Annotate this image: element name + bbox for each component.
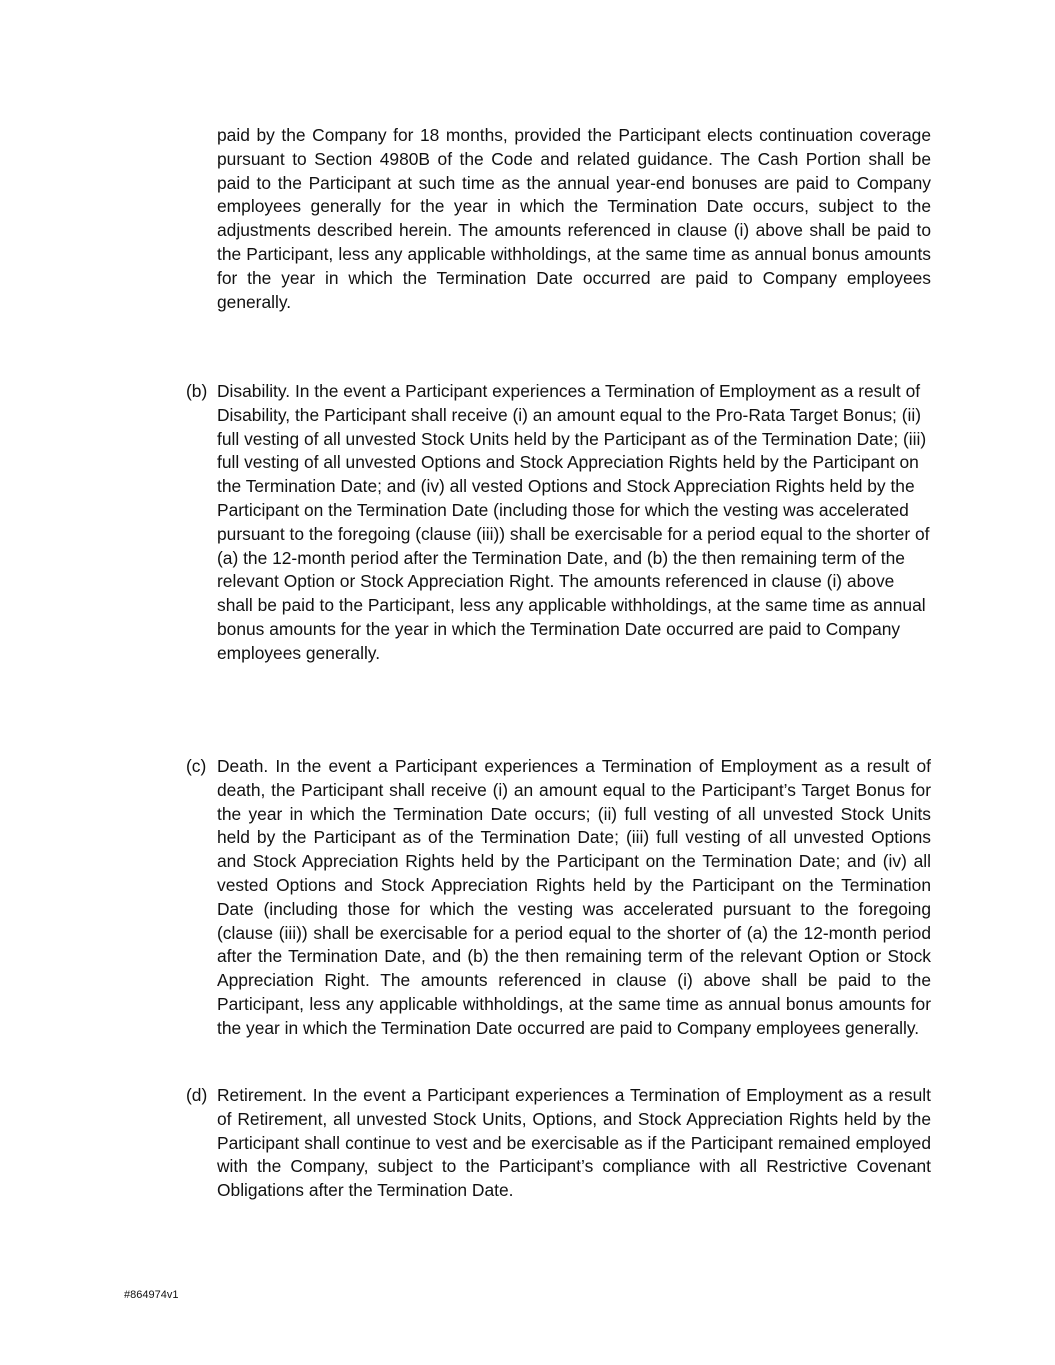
section-d-marker: (d) [186, 1085, 208, 1105]
continuation-paragraph: paid by the Company for 18 months, provided the Participant elects continuation coverage pursuant to Section 4980B of the Code and related guidance. The Cash Portion shall be paid to the Participant at such time as the annual year-end bonuses are paid to Company employees generally for the year in which the Termination Date occurs, subject to the adjustments described herein. The amounts referenced in clause (i) above shall be paid to the Participant, less any applicable withholdings, at the same time as annual bonus amounts for the year in which the Termination Date occurred are paid to Company employees generally. [217, 125, 931, 312]
section-c-marker: (c) [186, 756, 207, 776]
section-b-body: In the event a Participant experiences a Termination of Employment as a result of Disability, the Participant shall receive (i) an amount equal to the Pro-Rata Target Bonus; (ii) full vesting of all unvested Stock Units held by the Participant as of the Termination Date; (iii) full vesting of all unvested Options and Stock Appreciation Rights held by the Participant on the Termination Date; and (iv) all vested Options and Stock Appreciation Rights held by the Participant on the Termination Date (including those for which the vesting was accelerated pursuant to the foregoing (clause (iii)) shall be exercisable for a period equal to the shorter of (a) the 12-month period after the Termination Date, and (b) the then remaining term of the relevant Option or Stock Appreciation Right. The amounts referenced in clause (i) above shall be paid to the Participant, less any applicable withholdings, at the same time as annual bonus amounts for the year in which the Termination Date occurred are paid to Company employees generally. [217, 381, 930, 663]
section-c-heading: Death. [217, 756, 269, 776]
section-d-heading: Retirement. [217, 1085, 307, 1105]
section-c-body: In the event a Participant experiences a Termination of Employment as a result of death, the Participant shall receive (i) an amount equal to the Participant’s Target Bonus for the year in which the Termination Date occurs; (ii) full vesting of all unvested Stock Units held by the Participant as of the Termination Date; (iii) full vesting of all unvested Options and Stock Appreciation Rights held by the Participant on the Termination Date; and (iv) all vested Options and Stock Appreciation Rights held by the Participant on the Termination Date (including those for which the vesting was accelerated pursuant to the foregoing (clause (iii)) shall be exercisable for a period equal to the shorter of (a) the 12-month period after the Termination Date, and (b) the then remaining term of the relevant Option or Stock Appreciation Right. The amounts referenced in clause (i) above shall be paid to the Participant, less any applicable withholdings, at the same time as annual bonus amounts for the year in which the Termination Date occurred are paid to Company employees generally. [217, 756, 931, 1038]
section-d-paragraph [217, 1084, 931, 1203]
section-b-marker: (b) [186, 381, 208, 401]
section-d-body: In the event a Participant experiences a Termination of Employment as a result of Retirement, all unvested Stock Units, Options, and Stock Appreciation Rights held by the Participant shall continue to vest and be exercisable as if the Participant remained employed with the Company, subject to the Participant’s compliance with all Restrictive Covenant Obligations after the Termination Date. [217, 1085, 931, 1201]
section-c-paragraph [217, 755, 931, 1041]
document-id-footer: #864974v1 [124, 1289, 179, 1301]
section-b-paragraph [217, 380, 931, 666]
section-b-heading: Disability. [217, 381, 291, 401]
